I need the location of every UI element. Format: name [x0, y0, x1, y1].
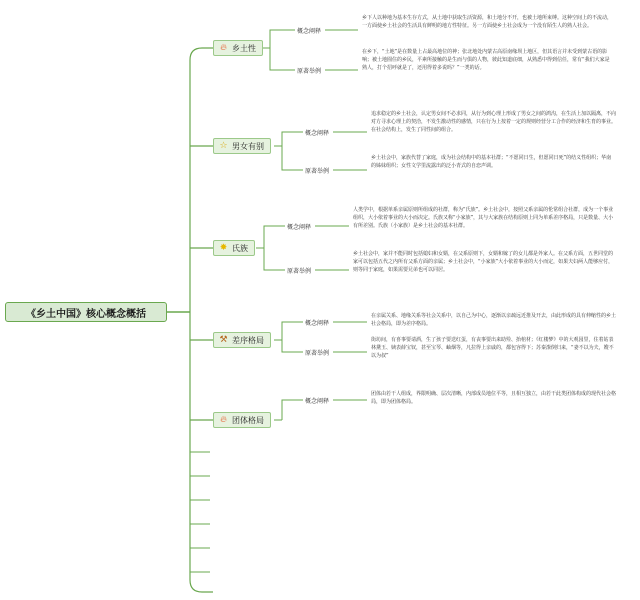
leaf-text: 人类学中，根据单系亲属原则所组成的社群，称为“氏族”。乡土社会中，按照父系亲属的伦常组合社群，成为一个事业组织，大小依着事业的大小而决定。氏族又称“小家族”，其与大家族在结构原则上同为单系差序格局，只是数量、大小有所差别。氏族（小家族）是乡土社会的基本社群。 — [353, 207, 614, 229]
branch-label: 男女有别 — [232, 141, 264, 151]
connector-line — [282, 340, 303, 352]
connector-line — [270, 48, 295, 70]
leaf-text: 在亲属关系、地缘关系等社会关系中，以自己为中心，逐渐以亲疏远近推及开去，由此形成的具有伸缩性的乡土社会格局，即为差序格局。 — [371, 313, 617, 327]
sub-node-example[interactable]: 原著举例 — [287, 268, 312, 275]
star-burst-icon: ✸ — [219, 242, 228, 253]
fire-icon: 🔥︎ — [220, 414, 227, 425]
sub-node-example[interactable]: 原著举例 — [297, 68, 322, 75]
branch-label: 乡土性 — [232, 43, 256, 53]
leaf-text: 街坊间，有喜事要请酒，生了孩子要送红蛋，有丧事要出来助殓、抬棺材；《红楼梦》中的大观园里，住着姑表林黛玉、姨表薛宝钗，甚至宝琴、岫烟等，凡拉得上亲戚的，都包容得下；苏秦潦倒归来，“妻不以为夫，嫂不以为叔” — [371, 337, 614, 359]
branch-node-tuantigeju[interactable] — [213, 412, 271, 428]
connector-line — [282, 400, 303, 420]
branch-label: 氏族 — [232, 243, 248, 253]
tools-icon: ⚒ — [219, 334, 228, 345]
connector-line — [282, 146, 303, 170]
leaf-text: 乡土社会中，家并不能同时包括媳妇和女婿，在父系原则下，女婿和嫁了的女儿都是外家人。在父系方面，五世同堂的家可以包括五代之内所有父系方面的亲属；乡土社会中，“小家族”大小依着事业的大小而定，如果夫妇两人能够应付，则等同于家庭，如果需要兄弟也可以同居。 — [353, 251, 614, 273]
sub-node-concept[interactable]: 概念阐释 — [305, 320, 330, 327]
leaf-text: 追求稳定的乡土社会，认定男女间不必求同，从行为到心理上形成了男女之间的鸿沟，在生活上加以隔离，不向对方寻求心理上的契洽，不发生激动性的感情，只在行为上按着一定的规则经营分工合作的经济和生育的事业。在社会结构上，发生了同性间的组合。 — [371, 111, 617, 133]
sub-node-concept[interactable]: 概念阐释 — [297, 28, 322, 35]
sub-node-example[interactable]: 原著举例 — [305, 168, 330, 175]
branch-node-nannvyoubie[interactable] — [213, 138, 271, 154]
leaf-text: 团体由若干人组成，界限明确、层次清晰，内部成员地位平等，且相互独立，由若干此类团体构成的现代社会格局，即为团体格局。 — [371, 391, 617, 405]
sub-node-example[interactable]: 原著举例 — [305, 350, 330, 357]
branch-node-chaxugeju[interactable] — [213, 332, 271, 348]
connector-line — [264, 226, 285, 248]
sub-node-concept[interactable]: 概念阐释 — [305, 398, 330, 405]
connector-line — [282, 132, 303, 146]
connector-line — [270, 30, 295, 48]
leaf-text: 在乡下，“土地”是在数量上占最高地位的神；张北地处内蒙古高原南缘坝上地区，但其语言并未受到蒙古语的影响；被土地囿住的乡民，平素所接触的是生而与俱的人物，彼此知道底细，从熟悉中得到信任，常有“我们大家是熟人，打个招呼就是了，还用得着多说吗？”一类的话。 — [362, 49, 610, 71]
connector-line — [190, 60, 213, 592]
branch-node-shizu[interactable] — [213, 240, 255, 256]
fire-icon: 🔥︎ — [220, 42, 227, 53]
branch-label: 差序格局 — [232, 335, 264, 345]
connector-line — [282, 322, 303, 340]
sub-node-concept[interactable]: 概念阐释 — [287, 224, 312, 231]
leaf-text: 乡下人以种地为基本生存方式，从土地中获取生活资源，和土地分不开，也被土地所束缚。这种空间上的不流动，一方面使乡土社会的生活具有鲜明的地方性特征。另一方面使乡土社会成为一个没有陌生人的熟人社会。 — [362, 15, 613, 29]
branch-label: 团体格局 — [232, 415, 264, 425]
connector-line — [264, 248, 285, 270]
root-node[interactable]: 《乡土中国》核心概念概括 — [5, 302, 167, 322]
connector-line — [190, 48, 213, 60]
sub-node-concept[interactable]: 概念阐释 — [305, 130, 330, 137]
leaf-text: 乡土社会中，家族代替了家庭，成为社会结构中的基本社群；“不愿同日生，但愿同日死”的结义性组织；华南的姊妹组织；女性文学里流露出的泛小青式的自恋声调。 — [371, 155, 612, 169]
branch-node-xiangtuxing[interactable] — [213, 40, 263, 56]
star-icon: ☆ — [219, 140, 228, 151]
